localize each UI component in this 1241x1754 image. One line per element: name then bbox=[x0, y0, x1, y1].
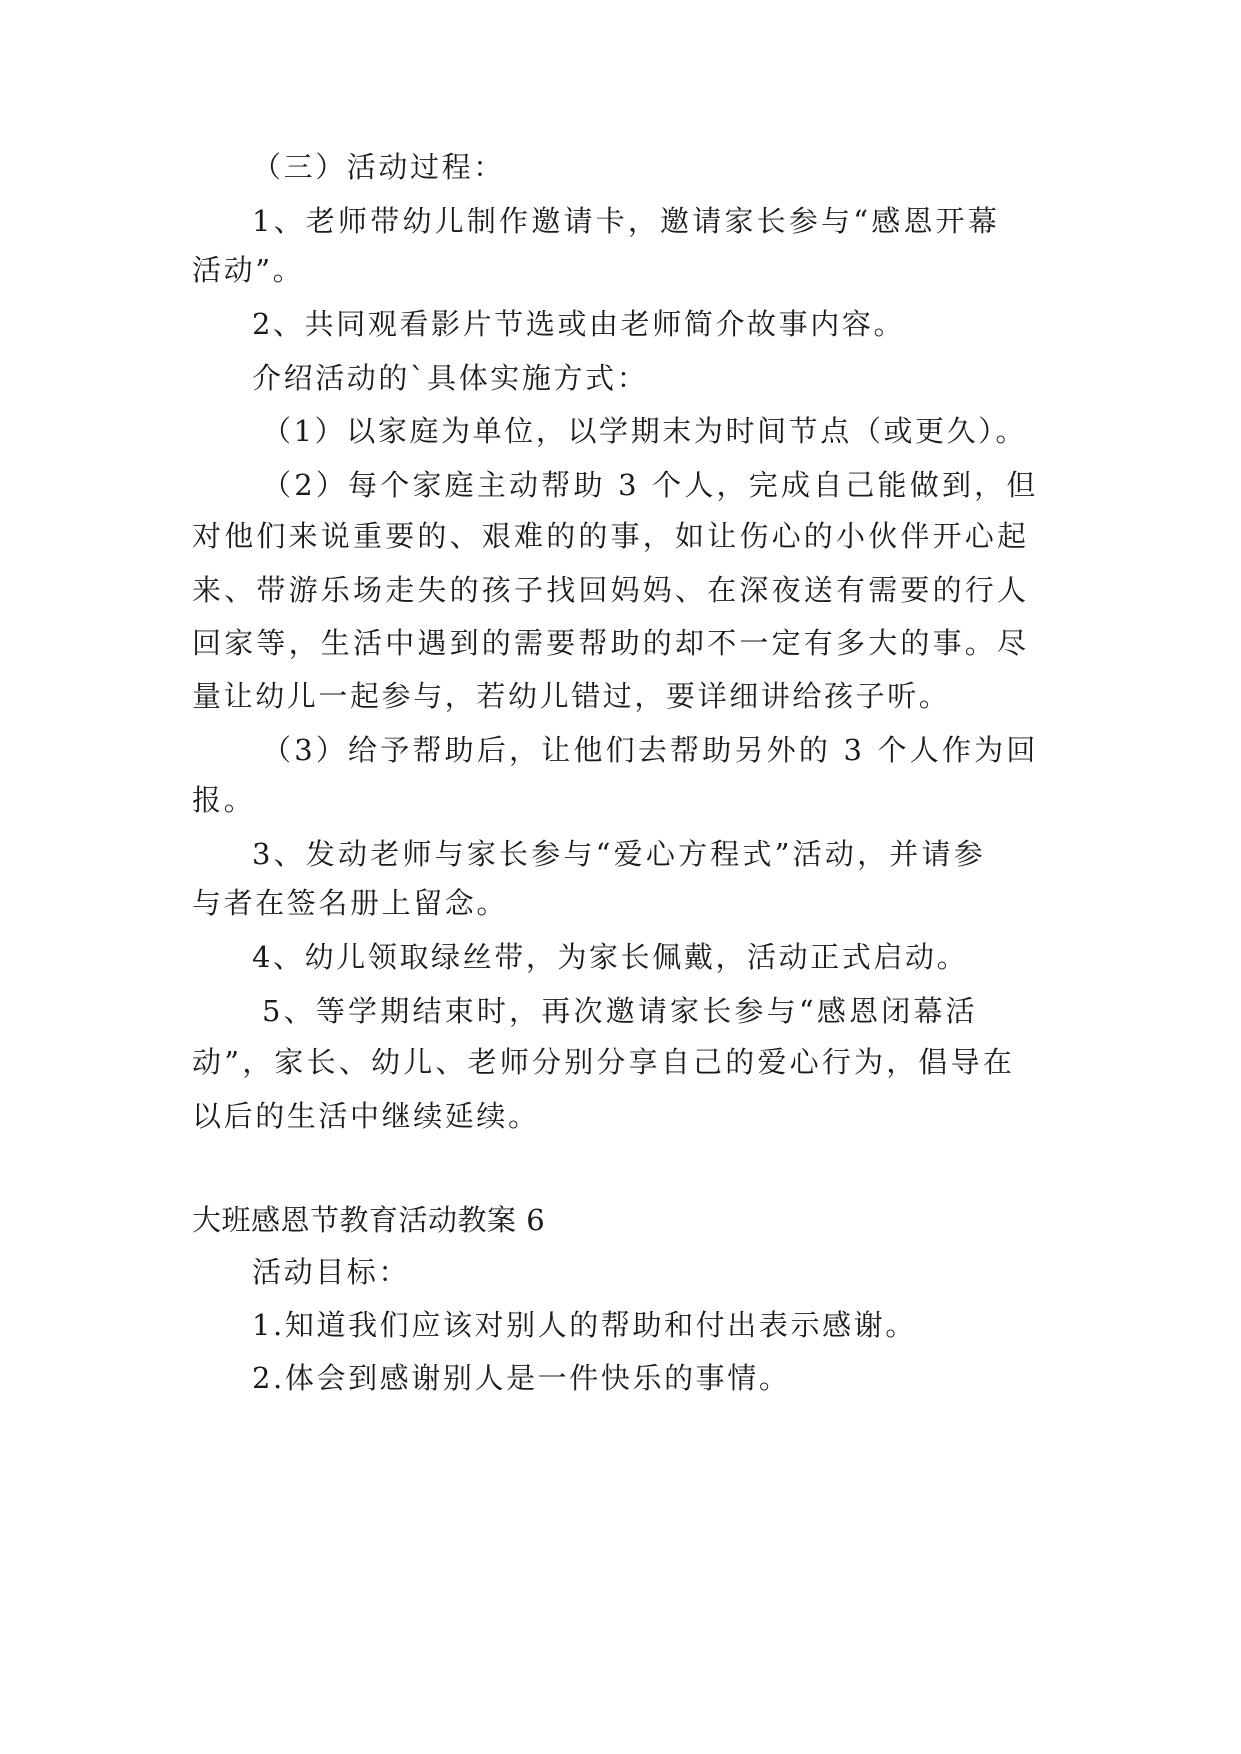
paragraph-line: 量让幼儿一起参与，若幼儿错过，要详细讲给孩子听。 bbox=[192, 679, 951, 713]
paragraph-line: 2、共同观看影片节选或由老师简介故事内容。 bbox=[252, 307, 906, 341]
paragraph-line: 1、老师带幼儿制作邀请卡，邀请家长参与“感恩开幕 bbox=[252, 204, 1001, 238]
paragraph-line: 5、等学期结束时，再次邀请家长参与“感恩闭幕活 bbox=[262, 994, 978, 1028]
paragraph-line: 来、带游乐场走失的孩子找回妈妈、在深夜送有需要的行人 bbox=[192, 573, 1030, 607]
paragraph-line: （3）给予帮助后，让他们去帮助另外的 3 个人作为回 bbox=[262, 733, 1039, 767]
section-title: 大班感恩节教育活动教案 6 bbox=[192, 1203, 546, 1237]
paragraph-line: （2）每个家庭主动帮助 3 个人，完成自己能做到，但 bbox=[262, 468, 1039, 502]
subheading-activity-process: （三）活动过程： bbox=[252, 150, 505, 184]
paragraph-line: 介绍活动的`具体实施方式： bbox=[252, 361, 649, 395]
paragraph-line: 活动”。 bbox=[192, 253, 305, 287]
paragraph-line: 报。 bbox=[192, 783, 256, 817]
paragraph-line: （1）以家庭为单位，以学期末为时间节点（或更久）。 bbox=[262, 414, 1027, 448]
paragraph-line: 以后的生活中继续延续。 bbox=[192, 1099, 540, 1133]
paragraph-line: 动”，家长、幼儿、老师分别分享自己的爱心行为，倡导在 bbox=[192, 1045, 1016, 1079]
paragraph-line: 3、发动老师与家长参与“爱心方程式”活动，并请参 bbox=[252, 837, 986, 871]
paragraph-line: 与者在签名册上留念。 bbox=[192, 886, 509, 920]
goal-item: 1.知道我们应该对别人的帮助和付出表示感谢。 bbox=[252, 1308, 917, 1342]
paragraph-line: 回家等，生活中遇到的需要帮助的却不一定有多大的事。尽 bbox=[192, 626, 1030, 660]
paragraph-line: 对他们来说重要的、艰难的的事，如让伤心的小伙伴开心起 bbox=[192, 519, 1030, 553]
subheading-activity-goals: 活动目标： bbox=[252, 1255, 411, 1289]
paragraph-line: 4、幼儿领取绿丝带，为家长佩戴，活动正式启动。 bbox=[252, 940, 969, 974]
goal-item: 2.体会到感谢别人是一件快乐的事情。 bbox=[252, 1361, 791, 1395]
